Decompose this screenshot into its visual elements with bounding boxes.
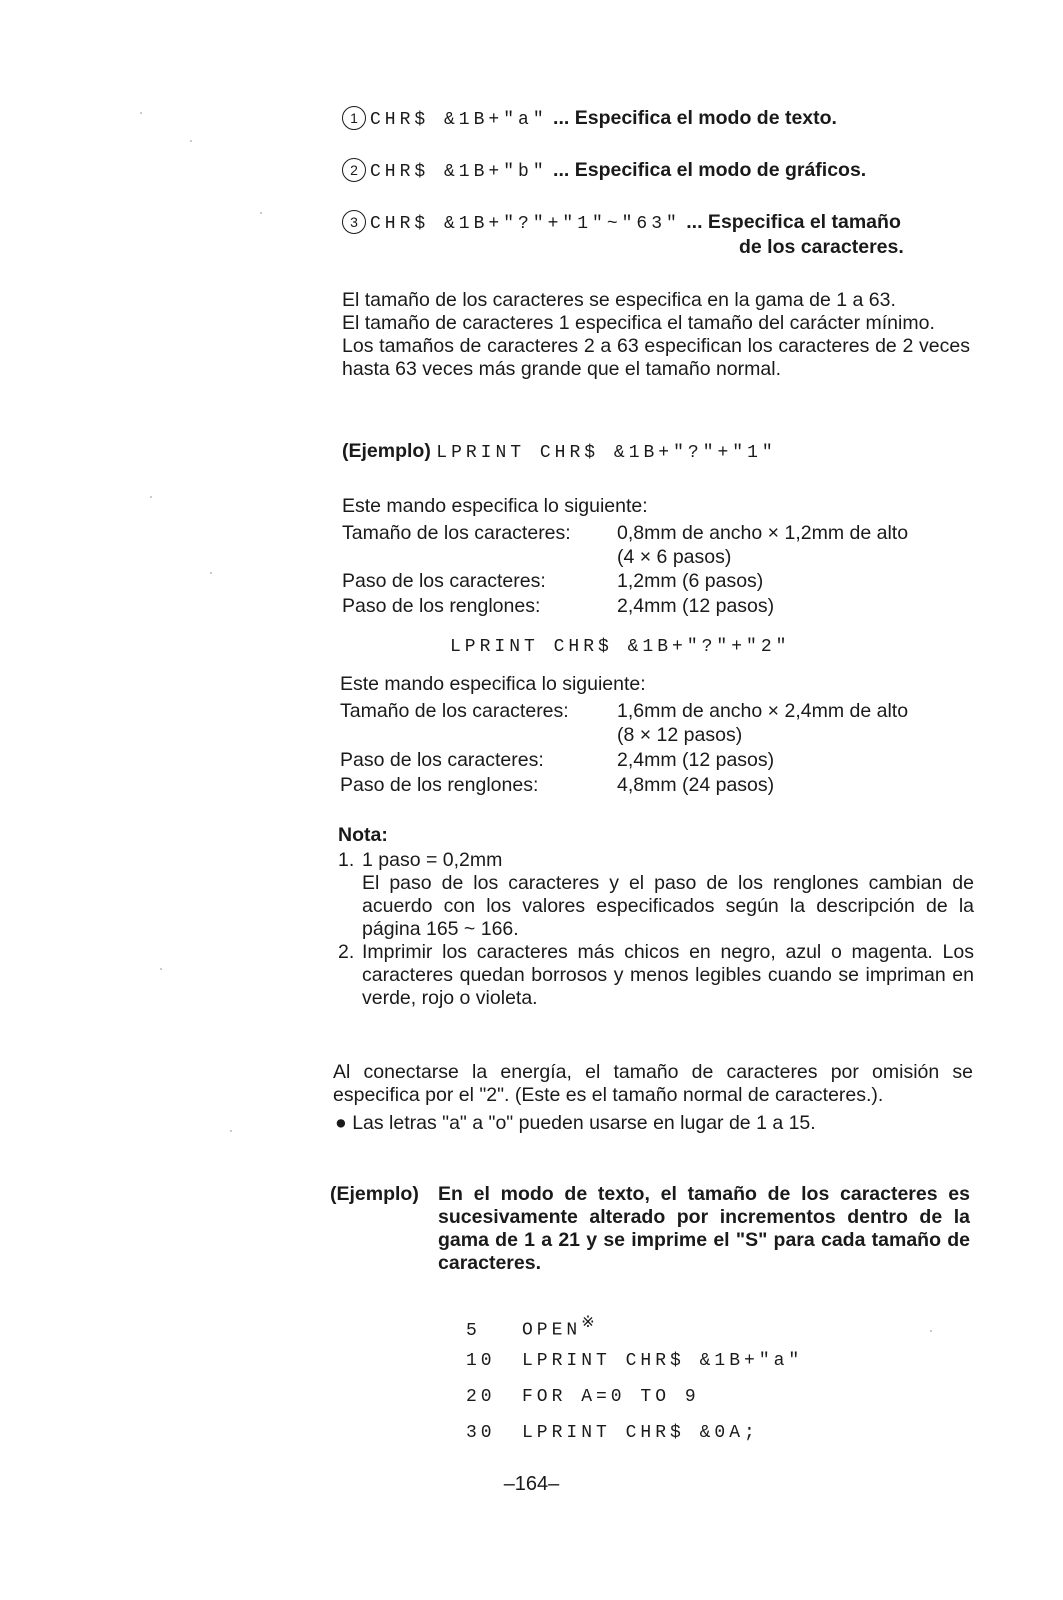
spec-value: 4,8mm (24 pasos) — [617, 774, 775, 796]
circled-number: 1 — [342, 106, 366, 130]
program-line — [466, 1311, 595, 1343]
spec-key: Paso de los renglones: — [340, 774, 539, 796]
line-number: 20 — [466, 1387, 496, 1407]
paragraph-line: Los tamaños de caracteres 2 a 63 especifican los caracteres de 2 veces hasta 63 veces más grande que el tamaño normal. — [342, 335, 970, 380]
spec-value: 1,2mm (6 pasos) — [617, 570, 764, 592]
example-2-code: LPRINT CHR$ &1B+"?"+"2" — [450, 637, 791, 657]
command-2 — [342, 158, 866, 184]
command-description: ... Especifica el tamaño — [686, 211, 901, 233]
scan-speck — [150, 496, 152, 498]
line-number: 30 — [466, 1423, 496, 1443]
note-first-line: 1 paso = 0,2mm — [362, 849, 503, 871]
line-code: OPEN — [522, 1320, 582, 1341]
example-3-text: En el modo de texto, el tamaño de los caracteres es sucesivamente alterado por incrementos dentro de la gama de 1 a 21 y se imprime el "S" para cada tamaño de caracteres. — [438, 1183, 970, 1274]
line-code: LPRINT CHR$ &0A; — [522, 1423, 759, 1443]
spec-key: Tamaño de los caracteres: — [340, 700, 569, 722]
scan-speck — [230, 1130, 232, 1132]
command-1 — [342, 106, 837, 132]
scan-speck — [140, 112, 142, 114]
note-number: 2. — [338, 941, 355, 963]
scan-speck — [190, 140, 192, 142]
command-description: ... Especifica el modo de texto. — [553, 107, 837, 129]
program-line — [466, 1348, 803, 1373]
line-number: 10 — [466, 1351, 496, 1371]
note-text: Imprimir los caracteres más chicos en negro, azul o magenta. Los caracteres quedan borrosos y menos legibles cuando se impriman en verde, rojo o violeta. — [362, 941, 974, 1009]
page-number: –164– — [503, 1473, 560, 1495]
note-title: Nota: — [338, 824, 388, 846]
command-code: CHR$ &1B+"?"+"1"~"63" — [370, 214, 681, 234]
example-3 — [330, 1183, 970, 1275]
example-2-intro: Este mando especifica lo siguiente: — [340, 673, 646, 695]
example-1-intro: Este mando especifica lo siguiente: — [342, 495, 648, 517]
scan-speck — [930, 1330, 932, 1332]
line-code: LPRINT CHR$ &1B+"a" — [522, 1351, 804, 1371]
scan-speck — [160, 968, 162, 970]
program-line — [466, 1384, 700, 1409]
note-list — [338, 849, 974, 1010]
note-text: El paso de los caracteres y el paso de los renglones cambian de acuerdo con los valores especificados según la descripción de la página 165 ~ 166. — [362, 872, 974, 940]
size-paragraph — [342, 289, 970, 381]
spec-key: Paso de los caracteres: — [342, 570, 546, 592]
command-3 — [342, 210, 901, 236]
scan-speck — [210, 572, 212, 574]
note-item — [338, 849, 974, 941]
paragraph-line: El tamaño de los caracteres se especifica en la gama de 1 a 63. — [342, 289, 896, 311]
line-code: FOR A=0 TO 9 — [522, 1387, 700, 1407]
spec-value: 1,6mm de ancho × 2,4mm de alto — [617, 700, 909, 722]
program-line — [466, 1420, 759, 1445]
scan-speck — [260, 212, 262, 214]
power-on-paragraph: Al conectarse la energía, el tamaño de caracteres por omisión se especifica por el "2". (Este es el tamaño normal de caracteres.). — [333, 1061, 973, 1106]
note-number: 1. — [338, 849, 355, 871]
spec-key: Paso de los renglones: — [342, 595, 541, 617]
spec-key: Paso de los caracteres: — [340, 749, 544, 771]
bullet-text: Las letras "a" a "o" pueden usarse en lugar de 1 a 15. — [352, 1112, 816, 1134]
example-label: (Ejemplo) — [342, 440, 431, 462]
command-description: ... Especifica el modo de gráficos. — [553, 159, 867, 181]
note-item — [338, 941, 974, 1010]
circled-number: 3 — [342, 210, 366, 234]
spec-value: 0,8mm de ancho × 1,2mm de alto — [617, 522, 909, 544]
bullet-icon: ● — [335, 1112, 347, 1134]
example-1-heading — [342, 440, 777, 465]
reference-mark: ※ — [581, 1314, 595, 1331]
example-code: LPRINT CHR$ &1B+"?"+"1" — [436, 443, 777, 463]
spec-key: Tamaño de los caracteres: — [342, 522, 571, 544]
command-code: CHR$ &1B+"b" — [370, 162, 548, 182]
spec-value-continued: (8 × 12 pasos) — [617, 724, 743, 746]
line-number: 5 — [466, 1320, 481, 1341]
bullet-item — [335, 1112, 816, 1135]
spec-value: 2,4mm (12 pasos) — [617, 749, 775, 771]
command-code: CHR$ &1B+"a" — [370, 110, 548, 130]
command-description-continued: de los caracteres. — [739, 236, 904, 258]
paragraph-line: El tamaño de caracteres 1 especifica el tamaño del carácter mínimo. — [342, 312, 935, 334]
spec-value-continued: (4 × 6 pasos) — [617, 546, 732, 568]
spec-value: 2,4mm (12 pasos) — [617, 595, 775, 617]
example-label: (Ejemplo) — [330, 1183, 419, 1205]
circled-number: 2 — [342, 158, 366, 182]
